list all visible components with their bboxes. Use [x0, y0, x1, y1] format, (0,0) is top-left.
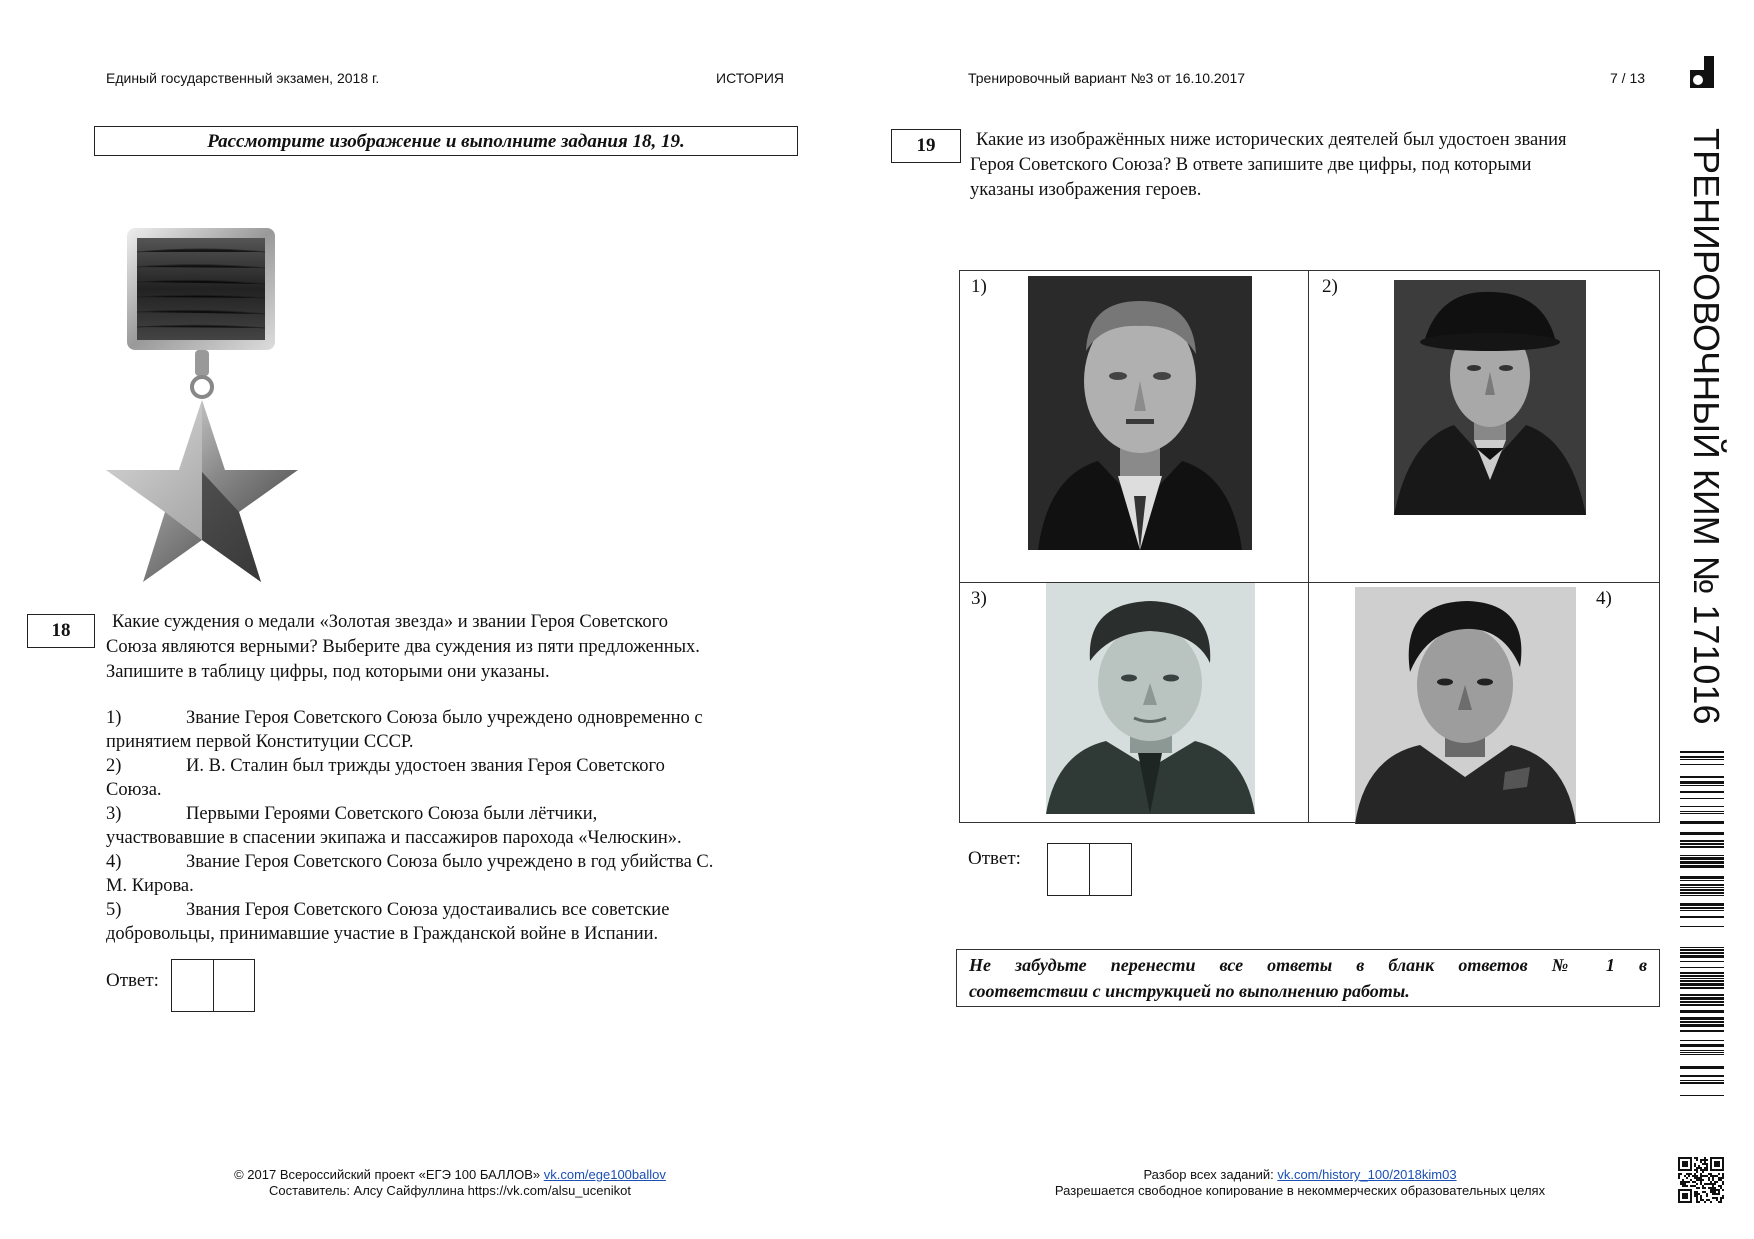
option-4 [106, 850, 816, 898]
option-number: 2) [106, 756, 122, 776]
header-page-number: 7 / 13 [1610, 70, 1646, 86]
reminder-box [956, 949, 1660, 1007]
task-19-answer-box[interactable] [1047, 843, 1132, 896]
option-text-cont: участвовавшие в спасении экипажа и пассажиров парохода «Челюскин». [106, 828, 682, 848]
header-subject: ИСТОРИЯ [716, 70, 785, 86]
option-2 [106, 754, 816, 802]
task-18-text-line: Запишите в таблицу цифры, под которыми они указаны. [106, 662, 550, 682]
reminder-line-2: соответствии с инструкцией по выполнению работы. [969, 981, 1410, 1001]
answer-cell-2[interactable] [214, 960, 255, 1011]
task-18-answer-label: Ответ: [106, 970, 159, 991]
portrait-3-photo [1046, 583, 1255, 814]
header-variant: Тренировочный вариант №3 от 16.10.2017 [968, 70, 1246, 86]
option-number: 1) [106, 708, 122, 728]
task-18-question [106, 610, 806, 685]
instruction-box: Рассмотрите изображение и выполните задания 18, 19. [94, 126, 798, 156]
portrait-4-label: 4) [1596, 588, 1612, 609]
footer-author: Составитель: Алсу Сайфуллина https://vk.com/alsu_ucenikot [269, 1183, 631, 1198]
footer-review-text: Разбор всех заданий: [1143, 1167, 1278, 1182]
answer-cell-1[interactable] [1048, 844, 1090, 895]
option-text: Звания Героя Советского Союза удостаивались все советские [186, 900, 670, 920]
footer-left [150, 1167, 750, 1199]
option-text-cont: принятием первой Конституции СССР. [106, 732, 414, 752]
task-19-text-line: Какие из изображённых ниже исторических деятелей был удостоен звания [976, 130, 1567, 150]
sidebar-title [1680, 128, 1730, 728]
portrait-1-photo [1028, 276, 1252, 550]
sidebar-title-text: ТРЕНИРОВОЧНЫЙ КИМ № 171016 [1686, 128, 1727, 725]
option-number: 3) [106, 804, 122, 824]
portrait-2-label: 2) [1322, 276, 1338, 297]
task-19-number: 19 [891, 129, 961, 163]
option-3 [106, 802, 816, 850]
gold-star-medal-image [105, 222, 300, 584]
header-exam: Единый государственный экзамен, 2018 г. [106, 70, 380, 86]
option-text-cont: добровольцы, принимавшие участие в Гражданской войне в Испании. [106, 924, 659, 944]
footer-right [1000, 1167, 1600, 1199]
option-number: 4) [106, 852, 122, 872]
portrait-table [959, 270, 1660, 823]
option-text: Звание Героя Советского Союза было учреждено в год убийства С. [186, 852, 714, 872]
footer-project-text: © 2017 Всероссийский проект «ЕГЭ 100 БАЛЛОВ» [234, 1167, 544, 1182]
answer-cell-2[interactable] [1090, 844, 1131, 895]
task-18-text-line: Союза являются верными? Выберите два суждения из пяти предложенных. [106, 637, 700, 657]
task-19-text-line: указаны изображения героев. [970, 180, 1202, 200]
footer-copyright: Разрешается свободное копирование в некоммерческих образовательных целях [1054, 1183, 1546, 1198]
option-text-cont: М. Кирова. [106, 876, 194, 896]
corner-marker-icon [1690, 56, 1714, 88]
option-text: Первыми Героями Советского Союза были лётчики, [186, 804, 598, 824]
portrait-4-photo [1355, 587, 1576, 824]
task-19-question [970, 128, 1660, 203]
task-18-answer-box[interactable] [171, 959, 255, 1012]
option-text: Звание Героя Советского Союза было учреждено одновременно с [186, 708, 703, 728]
portrait-3-label: 3) [971, 588, 987, 609]
qr-code-image [1678, 1157, 1724, 1203]
answer-cell-1[interactable] [172, 960, 214, 1011]
footer-review-link[interactable]: vk.com/history_100/2018kim03 [1277, 1167, 1457, 1182]
portrait-2-photo [1394, 280, 1586, 515]
reminder-line-1: Не забудьте перенести все ответы в бланк ответов № 1 в [969, 955, 1647, 975]
footer-project-link[interactable]: vk.com/ege100ballov [543, 1167, 666, 1182]
task-19-text-line: Героя Советского Союза? В ответе запишите две цифры, под которыми [970, 155, 1532, 175]
option-1 [106, 706, 816, 754]
option-5 [106, 898, 816, 946]
task-18-number: 18 [27, 614, 95, 648]
option-text-cont: Союза. [106, 780, 162, 800]
option-text: И. В. Сталин был трижды удостоен звания Героя Советского [186, 756, 665, 776]
task-18-options [106, 706, 816, 946]
barcode-image [1680, 751, 1724, 1101]
option-number: 5) [106, 900, 122, 920]
task-18-text-line: Какие суждения о медали «Золотая звезда» и звании Героя Советского [112, 612, 668, 632]
portrait-1-label: 1) [971, 276, 987, 297]
task-19-answer-label: Ответ: [968, 848, 1021, 869]
